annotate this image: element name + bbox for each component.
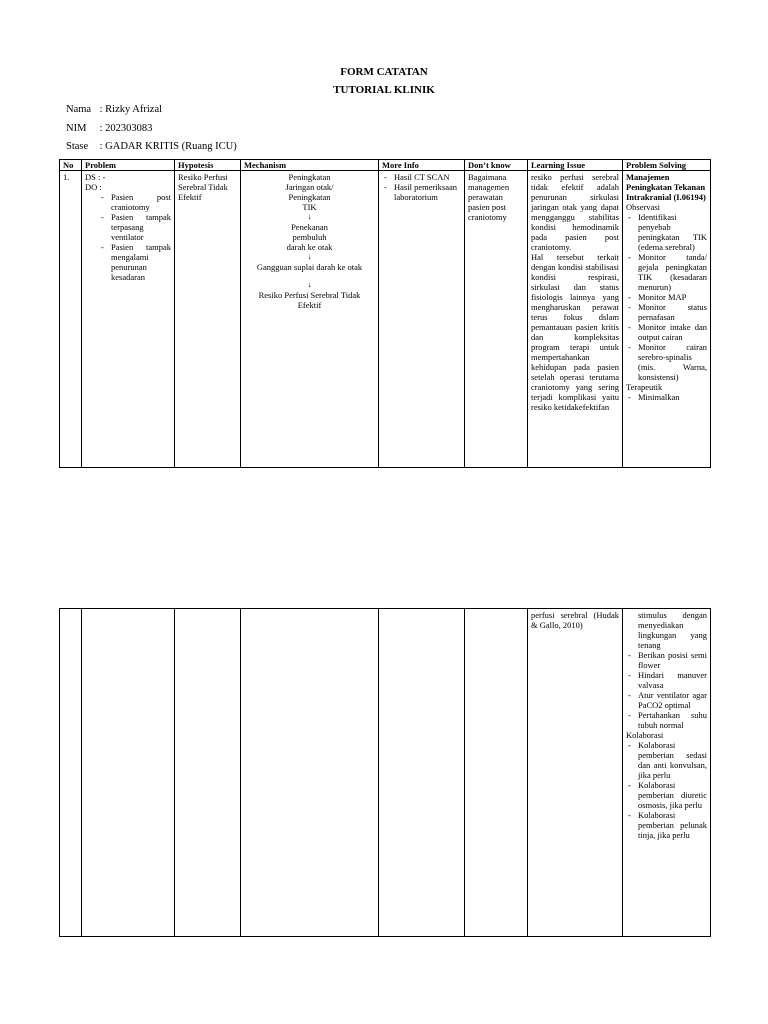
cell-more-info — [379, 171, 465, 468]
stase-label: Stase — [66, 141, 89, 152]
list-item: - Monitor intake dan output cairan — [626, 322, 707, 342]
form-title: FORM CATATAN — [340, 66, 428, 78]
list-item: - Atur ventilator agar PaCO2 optimal — [626, 690, 707, 710]
terapeutik-heading: Terapeutik — [626, 382, 663, 392]
ds-label: DS : - — [85, 172, 106, 182]
mechanism-step-1: Peningkatan Jaringan otak/ Peningkatan TIK — [285, 172, 334, 212]
col-header-dont-know: Don’t know — [465, 160, 528, 171]
cell-problem-solving — [623, 171, 711, 468]
nim-value: : 202303083 — [99, 123, 153, 134]
cell-problem-solving — [623, 609, 711, 937]
col-header-more-info: More Info — [379, 160, 465, 171]
list-item: - Monitor MAP — [626, 292, 707, 302]
cell-problem — [82, 609, 175, 937]
list-item: - Monitor cairan serebro-spinalis (mis. Warna, konsistensi) — [626, 342, 707, 382]
mechanism-step-3: Gangguan suplai darah ke otak — [256, 262, 363, 272]
cell-no: 1. — [60, 171, 82, 468]
tutorial-table-page2 — [59, 608, 711, 937]
nama-line — [66, 104, 162, 115]
stase-value: : GADAR KRITIS (Ruang ICU) — [99, 141, 237, 152]
cell-learning-issue — [528, 171, 623, 468]
list-item: - Berikan posisi semi flower — [626, 650, 707, 670]
cell-problem — [82, 171, 175, 468]
nama-value: : Rizky Afrizal — [99, 104, 163, 115]
col-header-no: No — [60, 160, 82, 171]
list-item: - Monitor tanda/ gejala peningkatan TIK (kesadaran menurun) — [626, 252, 707, 292]
col-header-hypotesis: Hypotesis — [175, 160, 241, 171]
learning-issue-paragraph: Hal tersebut terkait dengan kondisi stabilisasi kondisi respirasi, sirkulasi dan status fisiologis lainnya yang mengharuskan perawat terus fokus dslam pemantauan pasien kritis dan kompleksitas program terapi untuk mempertahankan kehidupan pada pasien setelah operasi terutama craniotomy yang sering terjadi komplikasi yaitu resiko ketidakefektifan — [531, 252, 619, 412]
list-item: - Pasien tampak terpasang ventilator — [99, 212, 171, 242]
do-label: DO : — [85, 182, 102, 192]
list-item: - Kolaborasi pemberian pelunak tinja, jika perlu — [626, 810, 707, 840]
kolaborasi-heading: Kolaborasi — [626, 730, 664, 740]
list-item: - Kolaborasi pemberian diuretic osmosis, jika perlu — [626, 780, 707, 810]
kolaborasi-list — [626, 740, 707, 840]
list-item: - Pasien tampak mengalami penurunan kesadaran — [99, 242, 171, 282]
list-item: - Hasil pemeriksaan laboratorium — [382, 182, 461, 202]
list-item: - Pertahankan suhu tubuh normal — [626, 710, 707, 730]
observasi-list — [626, 212, 707, 382]
intervention-title: Manajemen Peningkatan Tekanan Intrakranial (I.06194) — [626, 172, 706, 202]
tutorial-table-page1 — [59, 159, 711, 468]
list-item: - Minimalkan — [626, 392, 707, 402]
down-arrow-icon: ↓ — [307, 280, 312, 289]
stase-line — [66, 141, 237, 152]
table-row — [60, 609, 711, 937]
cell-mechanism — [241, 609, 379, 937]
nim-line — [66, 123, 152, 134]
cell-hypothesis — [175, 609, 241, 937]
cell-mechanism — [241, 171, 379, 468]
list-item: - Hindari manuver valvasa — [626, 670, 707, 690]
more-info-list — [382, 172, 461, 202]
problem-list — [85, 192, 171, 282]
mechanism-step-2: Penekanan pembuluh darah ke otak — [286, 222, 333, 252]
terapeutik-list — [626, 392, 707, 402]
cell-hypothesis: Resiko Perfusi Serebral Tidak Efektif — [175, 171, 241, 468]
form-subtitle: TUTORIAL KLINIK — [333, 84, 435, 96]
col-header-learning-issue: Learning Issue — [528, 160, 623, 171]
nim-label: NIM — [66, 123, 87, 134]
list-item: - Kolaborasi pemberian sedasi dan anti konvulsan, jika perlu — [626, 740, 707, 780]
terapeutik-continuation: stimulus dengan menyediakan lingkungan yang tenang — [638, 610, 707, 650]
cell-dont-know: Bagaimana managemen perawatan pasien post craniotomy — [465, 171, 528, 468]
down-arrow-icon: ↓ — [307, 252, 312, 261]
col-header-mechanism: Mechanism — [241, 160, 379, 171]
mechanism-step-4: Resiko Perfusi Serebral Tidak Efektif — [258, 290, 361, 310]
list-item: - Pasien post craniotomy — [99, 192, 171, 212]
observasi-heading: Observasi — [626, 202, 660, 212]
cell-no — [60, 609, 82, 937]
table-header-row — [60, 160, 711, 171]
terapeutik-list-cont — [626, 650, 707, 730]
cell-dont-know — [465, 609, 528, 937]
list-item: - Identifikasi penyebab peningkatan TIK (edema serebral) — [626, 212, 707, 252]
list-item: - Monitor status pernafasan — [626, 302, 707, 322]
down-arrow-icon: ↓ — [307, 212, 312, 221]
cell-learning-issue: perfusi serebral (Hudak & Gallo, 2010) — [528, 609, 623, 937]
table-row — [60, 171, 711, 468]
col-header-problem-solving: Problem Solving — [623, 160, 711, 171]
cell-more-info — [379, 609, 465, 937]
nama-label: Nama — [66, 104, 92, 115]
list-item: - Hasil CT SCAN — [382, 172, 461, 182]
col-header-problem: Problem — [82, 160, 175, 171]
learning-issue-paragraph: resiko perfusi serebral tidak efektif adalah penurunan sirkulasi jaringan otak yang dapat mengganggu stabilitas kondisi hemodinamik pada pasien post craniotomy. — [531, 172, 619, 252]
